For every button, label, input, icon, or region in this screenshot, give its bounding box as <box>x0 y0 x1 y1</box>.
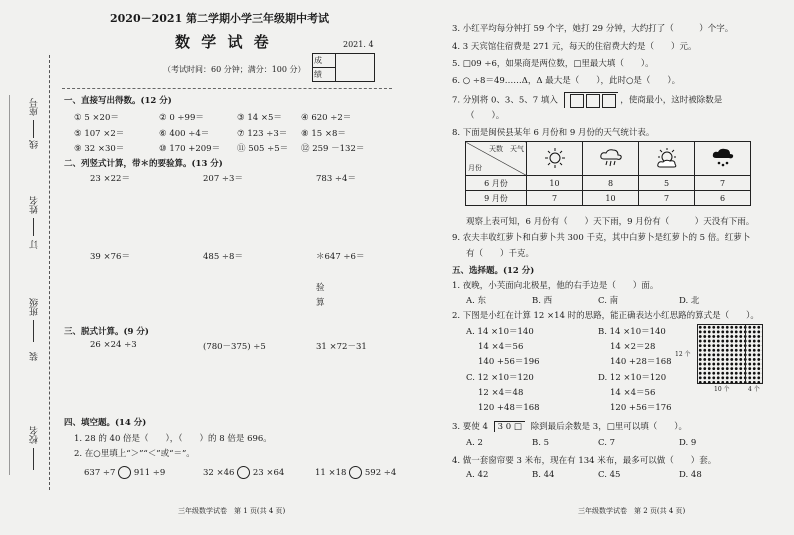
score-field[interactable] <box>336 54 375 82</box>
s1-item: ⑫ 259 －132＝ <box>301 144 365 154</box>
fill-q5: 5. □09 ÷6，如果商是两位数，□里最大填（ ）。 <box>452 59 654 69</box>
fill-q1: 1. 28 的 40 倍是（ ），（ ）的 8 倍是 696。 <box>74 434 272 444</box>
s2-item: 783 ÷4＝ <box>316 174 356 184</box>
bind-mark: 订 <box>30 240 40 249</box>
fill-q3: 3. 小红平均每分钟打 59 个字，她打 29 分钟，大约打了（ ）个字。 <box>452 24 734 34</box>
choice-q1: 1. 夜晚，小芙面向北极星，他的右手边是（ ）面。 <box>452 281 659 291</box>
s1-item: ⑧ 15 ×8＝ <box>301 129 346 139</box>
corner-bottom-label: 月份 <box>468 164 482 172</box>
table-cell: 10 <box>583 191 639 206</box>
compare-item: 637 ÷7 911 ÷9 <box>84 468 166 478</box>
choice-step: 140 +28＝168 <box>610 357 672 367</box>
score-label-1: 成 <box>313 54 336 68</box>
choice-option[interactable]: B. 5 <box>532 438 550 448</box>
compare-item: 32 ×46 23 ×64 <box>203 468 285 478</box>
choice-step: 14 ×4＝56 <box>478 342 524 352</box>
s3-item: 31 ×72－31 <box>316 342 367 352</box>
choice-option[interactable]: C. 7 <box>598 438 616 448</box>
choice-option[interactable]: C. 12 ×10＝120 <box>466 373 534 383</box>
score-box <box>312 53 375 82</box>
corner-top-label: 天数 天气 <box>489 145 524 153</box>
s1-item: ⑪ 505 ÷5＝ <box>237 144 289 154</box>
seat-label: 座号 <box>30 98 40 116</box>
choice-q2: 2. 下图是小红在计算 12 ×14 时的思路，能正确表达小红思路的算式是（ ）。 <box>452 311 759 321</box>
binding-margin <box>0 0 52 535</box>
s1-item: ⑦ 123 ÷3＝ <box>237 129 288 139</box>
choice-option[interactable]: D. 48 <box>679 470 702 480</box>
choice-option[interactable]: A. 14 ×10＝140 <box>466 327 534 337</box>
fill-q8-question: 观察上表可知，6 月份有（ ）天下雨，9 月份有（ ）天没有下雨。 <box>466 217 755 227</box>
s3-item: 26 ×24 ÷3 <box>90 340 137 350</box>
class-blank <box>33 320 34 342</box>
table-cell: 6 <box>695 191 751 206</box>
choice-step: 14 ×2＝28 <box>610 342 656 352</box>
choice-q3: 3. 要使 4 3 0 □ 除到最后余数是 3，□里可以填（ ）。 <box>452 422 687 432</box>
fill-q7-answer: （ ）。 <box>466 111 505 121</box>
section-4-title: 四、填空题。(14 分) <box>64 418 147 428</box>
choice-option[interactable]: D. 北 <box>679 296 700 306</box>
class-label: 班级 <box>30 298 40 316</box>
choice-option[interactable]: C. 南 <box>598 296 619 306</box>
name-label: 姓名 <box>30 196 40 214</box>
page-footer-left: 三年级数学试卷 第 1 页(共 4 页) <box>178 507 286 515</box>
division-bracket <box>564 92 618 108</box>
dot-grid-figure <box>697 324 763 384</box>
score-label-2: 绩 <box>313 68 336 82</box>
fill-q6: 6. ○ ÷8＝49……Δ，Δ 最大是（ ），此时○是（ ）。 <box>452 76 681 86</box>
section-1-title: 一、直接写出得数。(12 分) <box>64 96 172 106</box>
grid-cols-label: 10 个 <box>714 386 730 393</box>
fill-q9-answer: 有（ ）千克。 <box>466 249 535 259</box>
table-cell: 10 <box>527 176 583 191</box>
table-cell: 7 <box>695 176 751 191</box>
grid-cols-label-2: 4 个 <box>748 386 760 393</box>
fill-q4: 4. 3 天宾馆住宿费是 271 元，每天的住宿费大约是（ ）元。 <box>452 42 697 52</box>
digit-box[interactable] <box>602 94 616 108</box>
fold-mark: 装 <box>30 352 40 361</box>
fill-q2: 2. 在○里填上“＞”“＜”或“＝”。 <box>74 449 195 459</box>
s1-item: ① 5 ×20＝ <box>74 113 119 123</box>
choice-step: 120 +48＝168 <box>478 403 540 413</box>
s1-item: ③ 14 ×5＝ <box>237 113 282 123</box>
choice-option[interactable]: C. 45 <box>598 470 621 480</box>
fill-q7: 7. 分别将 0、3、5、7 填入 ，使商最小，这时被除数是 <box>452 92 722 108</box>
compare-circle[interactable] <box>349 466 362 479</box>
s3-item: (780－375) ÷5 <box>203 342 266 352</box>
compare-circle[interactable] <box>118 466 131 479</box>
exam-meta: （考试时间：60 分钟；满分：100 分） <box>163 65 306 74</box>
table-cell: 7 <box>639 191 695 206</box>
row-label: 6 月份 <box>466 176 527 191</box>
exam-date: 2021. 4 <box>343 40 374 49</box>
section-5-title: 五、选择题。(12 分) <box>452 266 535 276</box>
s1-item: ⑨ 32 ×30＝ <box>74 144 125 154</box>
table-cell: 5 <box>639 176 695 191</box>
choice-option[interactable]: D. 9 <box>679 438 697 448</box>
check-label-2: 算 <box>316 298 325 308</box>
name-blank <box>33 218 34 236</box>
section-2-title: 二、列竖式计算，带＊的要验算。(13 分) <box>64 159 223 169</box>
grid-split-line <box>745 324 746 382</box>
school-label: 校名 <box>30 426 40 444</box>
margin-line <box>9 95 10 475</box>
choice-step: 14 ×4＝56 <box>610 388 656 398</box>
s1-item: ⑥ 400 ÷4＝ <box>159 129 210 139</box>
choice-option[interactable]: A. 42 <box>466 470 489 480</box>
weather-table <box>465 141 751 206</box>
choice-option[interactable]: B. 14 ×10＝140 <box>598 327 666 337</box>
choice-q4: 4. 做一套窗帘要 3 米布，现在有 134 米布，最多可以做（ ）套。 <box>452 456 717 466</box>
digit-box[interactable] <box>586 94 600 108</box>
rain-icon <box>583 142 639 176</box>
table-cell: 8 <box>583 176 639 191</box>
s1-item: ⑩ 170 +209＝ <box>159 144 221 154</box>
choice-option[interactable]: B. 44 <box>532 470 555 480</box>
table-corner <box>466 142 527 176</box>
table-cell: 7 <box>527 191 583 206</box>
dashed-binding-line <box>49 55 50 490</box>
check-label-1: 验 <box>316 283 325 293</box>
s1-item: ⑤ 107 ×2＝ <box>74 129 125 139</box>
s2-item: 39 ×76＝ <box>90 252 130 262</box>
compare-item: 11 ×18 592 ÷4 <box>315 468 397 478</box>
s2-item: 485 ÷8＝ <box>203 252 243 262</box>
cut-line-mark: 线 <box>30 140 40 149</box>
fill-q8: 8. 下面是闽侯县某年 6 月份和 9 月份的天气统计表。 <box>452 128 655 138</box>
digit-box[interactable] <box>570 94 584 108</box>
choice-option[interactable]: A. 东 <box>466 296 487 306</box>
compare-circle[interactable] <box>237 466 250 479</box>
choice-option[interactable]: B. 西 <box>532 296 553 306</box>
page-footer-right: 三年级数学试卷 第 2 页(共 4 页) <box>578 507 686 515</box>
school-blank <box>33 448 34 470</box>
s1-item: ② 0 ÷99＝ <box>159 113 204 123</box>
subject-title: 数 学 试 卷 <box>175 33 272 51</box>
sun-cloud-icon <box>639 142 695 176</box>
choice-step: 12 ×4＝48 <box>478 388 524 398</box>
choice-step: 140 +56＝196 <box>478 357 540 367</box>
grid-rows-label: 12 个 <box>675 351 691 358</box>
fill-q9: 9. 农夫丰收红萝卜和白萝卜共 300 千克，其中白萝卜是红萝卜的 5 倍。红萝卜 <box>452 233 751 243</box>
snow-icon <box>695 142 751 176</box>
choice-option[interactable]: A. 2 <box>466 438 483 448</box>
choice-step: 120 +56＝176 <box>610 403 672 413</box>
choice-option[interactable]: D. 12 ×10＝120 <box>598 373 667 383</box>
header-divider <box>62 88 392 89</box>
seat-blank <box>33 120 34 138</box>
section-3-title: 三、脱式计算。(9 分) <box>64 327 149 337</box>
exam-title: 2020－2021 第二学期小学三年级期中考试 <box>110 12 330 25</box>
division-bracket: 3 0 □ <box>494 421 525 432</box>
s2-item: 207 ÷3＝ <box>203 174 243 184</box>
s2-item: 23 ×22＝ <box>90 174 130 184</box>
sunny-icon <box>527 142 583 176</box>
s1-item: ④ 620 ÷2＝ <box>301 113 352 123</box>
row-label: 9 月份 <box>466 191 527 206</box>
s2-item: ＊647 ÷6＝ <box>316 252 365 262</box>
